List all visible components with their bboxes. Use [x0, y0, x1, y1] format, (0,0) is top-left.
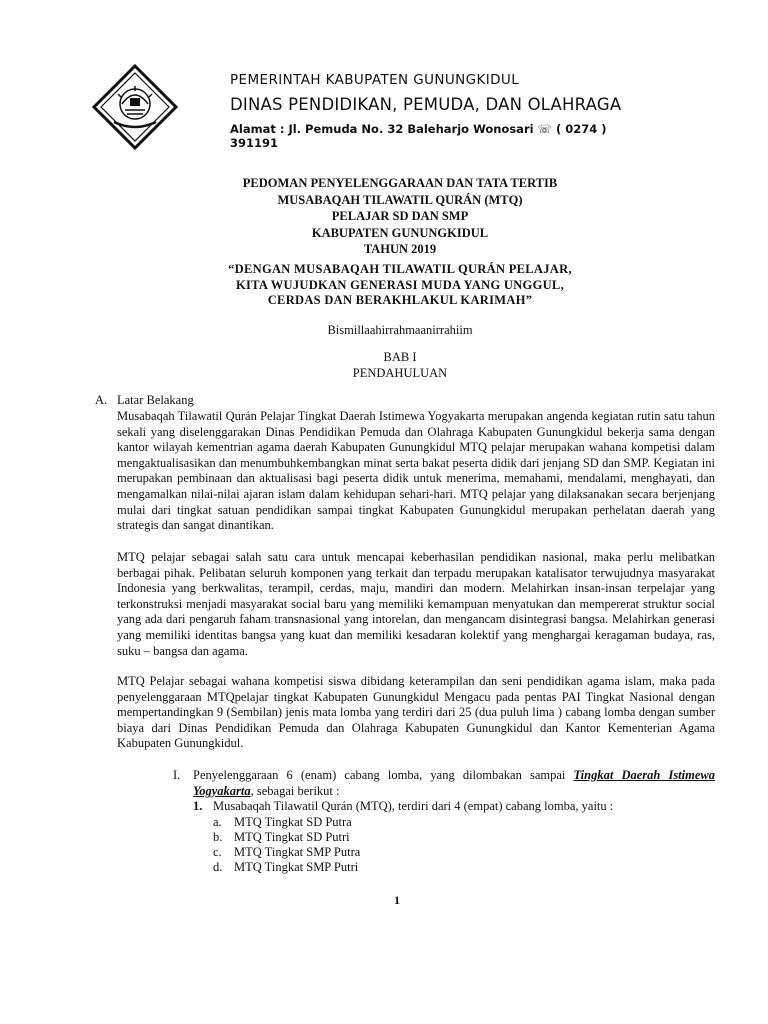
motto-line: CERDAS DAN BERAKHLAKUL KARIMAH”: [267, 293, 533, 307]
letterhead-address: Alamat : Jl. Pemuda No. 32 Baleharjo Wonosari: [230, 122, 534, 136]
title-line: PEDOMAN PENYELENGGARAAN DAN TATA TERTIB: [242, 176, 558, 190]
section-letter: A.: [95, 393, 108, 407]
roman-marker: I.: [173, 768, 181, 782]
basmalah: Bismillaahirrahmaanirrahiim: [327, 323, 473, 337]
chapter-name: PENDAHULUAN: [352, 366, 448, 380]
letterhead-phone: ( 0274 ) 391191: [230, 122, 607, 150]
sub-item-text: MTQ Tingkat SMP Putri: [234, 860, 359, 874]
chapter-number: BAB I: [383, 350, 417, 364]
title-line: PELAJAR SD DAN SMP: [331, 209, 469, 223]
paragraph: MTQ pelajar sebagai salah satu cara untuk mencapai keberhasilan pendidikan nasional, maka perlu melibatkan berbagai pihak. Pelibatan seluruh komponen yang terkait dan terpadu merupakan katalisator terwujudnya masyarakat Indonesia yang berkwalitas, terampil, cerdas, maju, mandiri dan modern. Melahirkan insan-insan terpelajar yang terkonstruksi menjadi masyarakat social baru yang memiliki kemampuan menyatukan dan mempererat struktur social yang ada dari pengaruh faham transnasional yang intorelan, dan mengancam disintegrasi bangsa. Melahirkan generasi yang memiliki identitas bangsa yang kuat dan memiliki kesadaran kolektif yang menghargai keragaman budaya, ras, suku – bangsa dan agama.: [117, 550, 715, 658]
title-line: MUSABAQAH TILAWATIL QURÁN (MTQ): [277, 192, 523, 207]
motto-line: “DENGAN MUSABAQAH TILAWATIL QURÁN PELAJAR,: [228, 262, 572, 276]
letterhead-government: PEMERINTAH KABUPATEN GUNUNGKIDUL: [230, 72, 520, 88]
title-line: TAHUN 2019: [363, 242, 437, 256]
paragraph: Musabaqah Tilawatil Qurán Pelajar Tingkat Daerah Istimewa Yogyakarta merupakan angenda kegiatan rutin satu tahun sekali yang diselenggarakan Dinas Pendidikan Pemuda dan Olahraga Kabupaten Gunungkidul bekerja sama dengan kantor wilayah kementrian agama daerah Kabupaten Gunungkidul MTQ pelajar merupakan wahana kompetisi dalam mengaktualisasikan dan menumbuhkembangkan minat serta bakat peserta didik dari jenjang SD dan SMP. Kegiatan ini merupakan pembinaan dan aktualisasi bagi peserta didik untuk menerima, memahami, mendalami, menghayati, dan mengamalkan nilai-nilai ajaran islam dalam kehidupan sehari-hari. MTQ pelajar yang dilaksanakan secara berjenjang mulai dari tingkat satuan pendidikan sampai tingkat Kabupaten Gunungkidul merupakan perhelatan daerah yang strategis dan sangat dinantikan.: [117, 409, 715, 533]
document-title: [180, 175, 620, 258]
sub-item-letter: d.: [213, 860, 223, 874]
motto-line: KITA WUJUDKAN GENERASI MUDA YANG UNGGUL,: [235, 277, 564, 292]
roman-text-before: Penyelenggaraan 6 (enam) cabang lomba, yang dilombakan sampai: [193, 768, 574, 782]
sub-item-letter: c.: [213, 845, 222, 859]
sub-item-letter: b.: [213, 830, 223, 844]
motto: [180, 262, 620, 309]
letterhead-address-line: [230, 122, 650, 150]
roman-item-text: [193, 768, 715, 799]
section-title: Latar Belakang: [117, 393, 194, 407]
sub-item-text: MTQ Tingkat SD Putri: [234, 830, 350, 844]
sub-item-text: MTQ Tingkat SD Putra: [234, 815, 352, 829]
title-line: KABUPATEN GUNUNGKIDUL: [311, 225, 489, 240]
roman-text-emphasis: Tingkat Daerah Istimewa Yogyakarta: [193, 768, 715, 798]
numbered-marker: 1.: [193, 799, 203, 813]
roman-text-after: , sebagai berikut :: [250, 783, 340, 798]
telephone-icon: ☏: [537, 122, 552, 136]
sub-item-text: MTQ Tingkat SMP Putra: [234, 845, 361, 859]
page-number: 1: [394, 893, 400, 907]
letterhead-agency: DINAS PENDIDIKAN, PEMUDA, DAN OLAHRAGA: [230, 95, 622, 114]
paragraph: MTQ Pelajar sebagai wahana kompetisi siswa dibidang keterampilan dan seni pendidikan agama islam, maka pada penyelenggaraan MTQpelajar tingkat Kabupaten Gunungkidul Mengacu pada pentas PAI Tingkat Nasional dengan mempertandingkan 9 (Sembilan) jenis mata lomba yang terdiri dari 25 (dua puluh lima ) cabang lomba dengan sumber biaya dari Dinas Pendidikan Pemuda dan Olahraga Kabupaten Gunungkidul dan Kantor Kementerian Agama Kabupaten Gunungkidul.: [117, 674, 715, 751]
sub-item-letter: a.: [213, 815, 222, 829]
numbered-item-text: Musabaqah Tilawatil Qurán (MTQ), terdiri dari 4 (empat) cabang lomba, yaitu :: [213, 799, 614, 813]
regency-emblem-icon: [92, 64, 178, 150]
